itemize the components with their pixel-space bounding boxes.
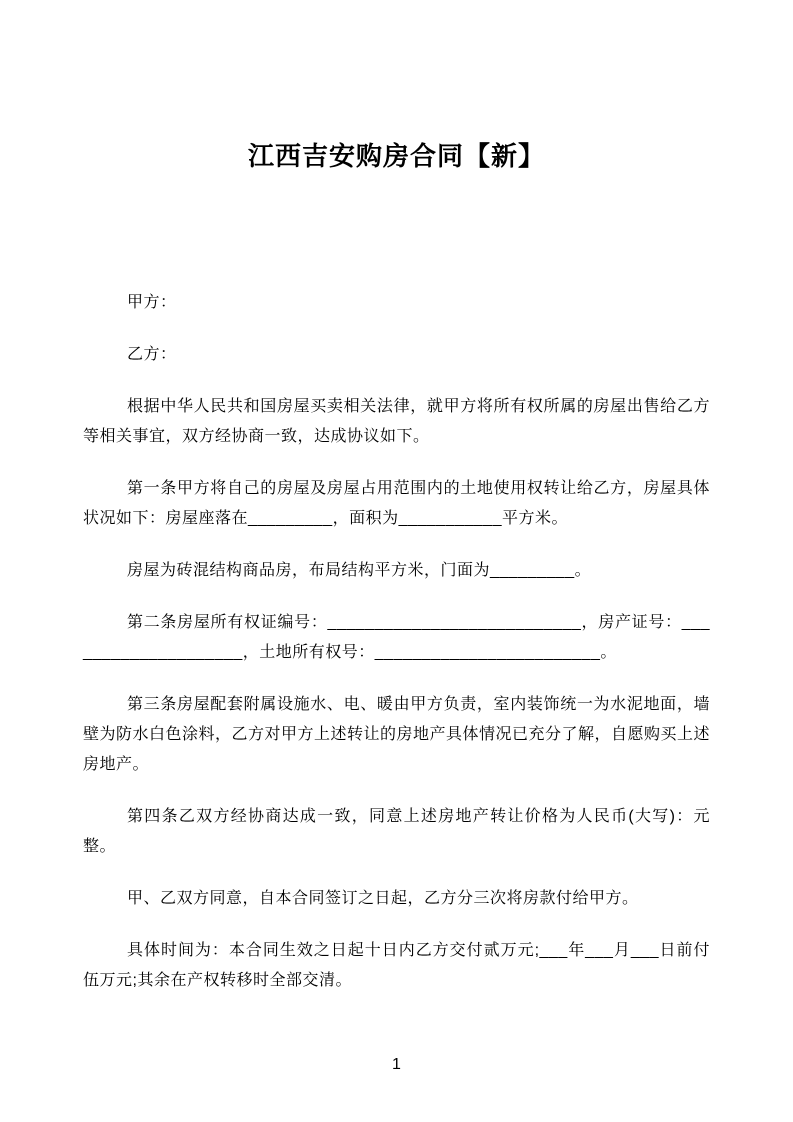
house-structure-paragraph: 房屋为砖混结构商品房，布局结构平方米，门面为_________。	[127, 562, 592, 579]
party-a-line: 甲方：	[127, 294, 177, 311]
page-number: 1	[392, 1056, 401, 1073]
preamble-paragraph: 根据中华人民共和国房屋买卖相关法律，就甲方将所有权所属的房屋出售给乙方等相关事宜，双方经协商一致，达成协议如下。	[83, 398, 710, 445]
clause-2-paragraph: 第二条房屋所有权证编号：___________________________，房产证号：____________________，土地所有权号：________________________。	[83, 614, 710, 661]
document-title: 江西吉安购房合同【新】	[247, 141, 545, 171]
clause-1-paragraph: 第一条甲方将自己的房屋及房屋占用范围内的土地使用权转让给乙方，房屋具体状况如下：房屋座落在_________，面积为___________平方米。	[83, 480, 710, 527]
party-b-line: 乙方：	[127, 346, 177, 363]
payment-agreement-paragraph: 甲、乙双方同意，自本合同签订之日起，乙方分三次将房款付给甲方。	[127, 890, 639, 907]
payment-schedule-paragraph: 具体时间为：本合同生效之日起十日内乙方交付贰万元;___年___月___日前付伍万元;其余在产权转移时全部交清。	[83, 942, 710, 989]
clause-4-paragraph: 第四条乙双方经协商达成一致，同意上述房地产转让价格为人民币(大写)：元整。	[83, 808, 710, 855]
clause-3-paragraph: 第三条房屋配套附属设施水、电、暖由甲方负责，室内装饰统一为水泥地面，墙壁为防水白色涂料，乙方对甲方上述转让的房地产具体情况已充分了解，自愿购买上述房地产。	[83, 696, 711, 773]
